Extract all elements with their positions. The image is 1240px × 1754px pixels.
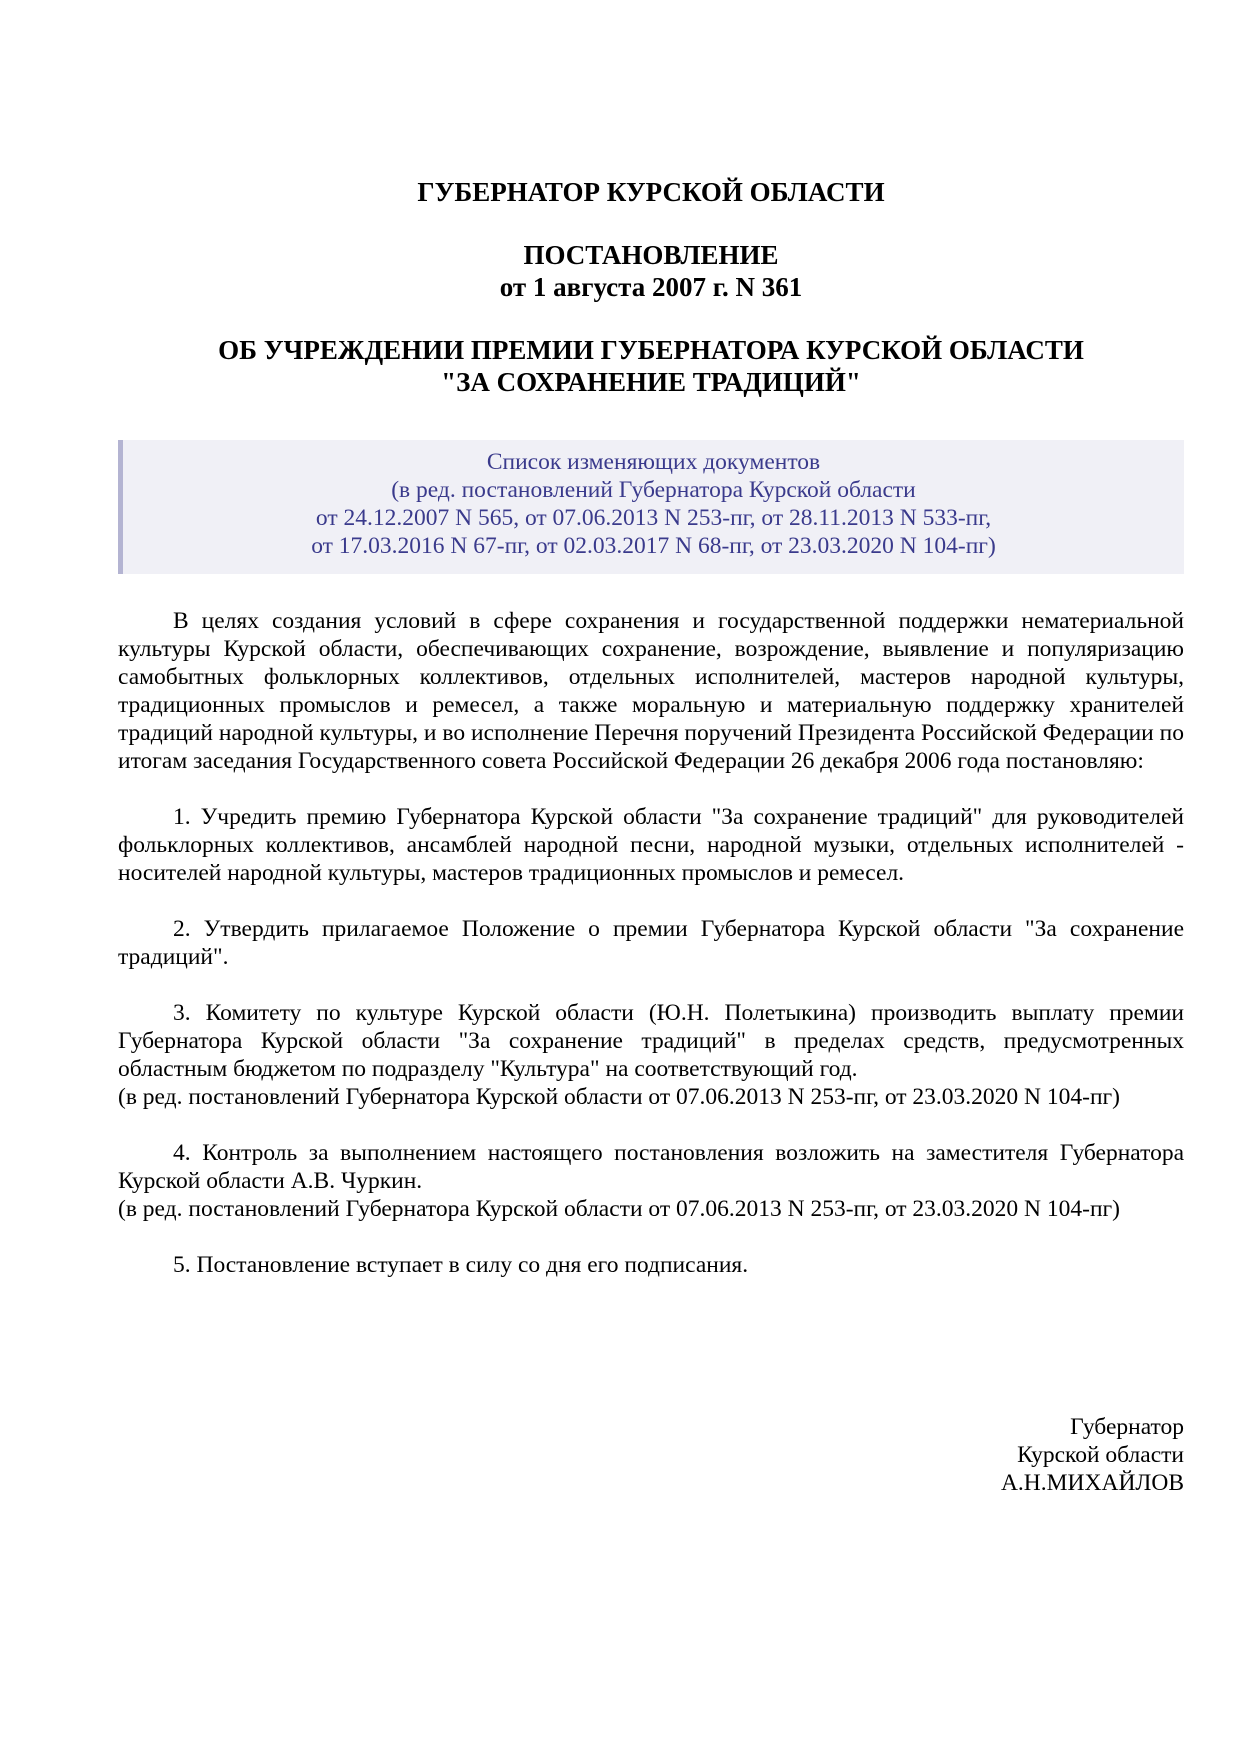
amendments-box [118, 440, 1184, 574]
signatory-position: Губернатор [1070, 1414, 1184, 1440]
document-title-line-2: "ЗА СОХРАНЕНИЕ ТРАДИЦИЙ" [441, 367, 861, 397]
amendments-line-2: от 24.12.2007 N 565, от 07.06.2013 N 253-пг, от 28.11.2013 N 533-пг, [315, 505, 992, 531]
issuing-authority: ГУБЕРНАТОР КУРСКОЙ ОБЛАСТИ [417, 177, 885, 207]
item-4-paragraph: 4. Контроль за выполнением настоящего постановления возложить на заместителя Губернатора Курской области А.В. Чуркин. [118, 1140, 1184, 1194]
signatory-name: А.Н.МИХАЙЛОВ [1000, 1470, 1184, 1496]
item-3-edit-note: (в ред. постановлений Губернатора Курской области от 07.06.2013 N 253-пг, от 23.03.2020 N 104-пг) [118, 1084, 1121, 1110]
signature-block [118, 1413, 1184, 1497]
amendments-line-3: от 17.03.2016 N 67-пг, от 02.03.2017 N 68-пг, от 23.03.2020 N 104-пг) [311, 533, 996, 559]
amendments-heading: Список изменяющих документов [486, 449, 821, 475]
item-1-paragraph: 1. Учредить премию Губернатора Курской области "За сохранение традиций" для руководителей фольклорных коллективов, ансамблей народной песни, народной музыки, отдельных исполнителей - носителей народной культуры, мастеров традиционных промыслов и ремесел. [118, 804, 1184, 886]
item-3-paragraph: 3. Комитету по культуре Курской области (Ю.Н. Полетыкина) производить выплату премии Губернатора Курской области "За сохранение традиций" в пределах средств, предусмотренных областным бюджетом по подразделу "Культура" на соответствующий год. [118, 1000, 1184, 1082]
document-date-number: от 1 августа 2007 г. N 361 [499, 272, 803, 302]
document-title-line-1: ОБ УЧРЕЖДЕНИИ ПРЕМИИ ГУБЕРНАТОРА КУРСКОЙ ОБЛАСТИ [218, 335, 1084, 365]
preamble-paragraph: В целях создания условий в сфере сохранения и государственной поддержки нематериальной культуры Курской области, обеспечивающих сохранение, возрождение, выявление и популяризацию самобытных фольклорных коллективов, отдельных исполнителей, мастеров народной культуры, традиционных промыслов и ремесел, а также моральную и материальную поддержку хранителей традиций народной культуры, и во исполнение Перечня поручений Президента Российской Федерации по итогам заседания Государственного совета Российской Федерации 26 декабря 2006 года постановляю: [118, 608, 1184, 774]
item-2-paragraph: 2. Утвердить прилагаемое Положение о премии Губернатора Курской области "За сохранение традиций". [118, 916, 1184, 970]
amendments-line-1: (в ред. постановлений Губернатора Курской области [391, 477, 916, 503]
signatory-region: Курской области [1017, 1442, 1184, 1468]
item-5-paragraph: 5. Постановление вступает в силу со дня его подписания. [173, 1252, 749, 1278]
document-type: ПОСТАНОВЛЕНИЕ [523, 240, 779, 270]
item-4-edit-note: (в ред. постановлений Губернатора Курской области от 07.06.2013 N 253-пг, от 23.03.2020 N 104-пг) [118, 1196, 1121, 1222]
document-body [118, 607, 1184, 1279]
document-header [118, 176, 1184, 398]
